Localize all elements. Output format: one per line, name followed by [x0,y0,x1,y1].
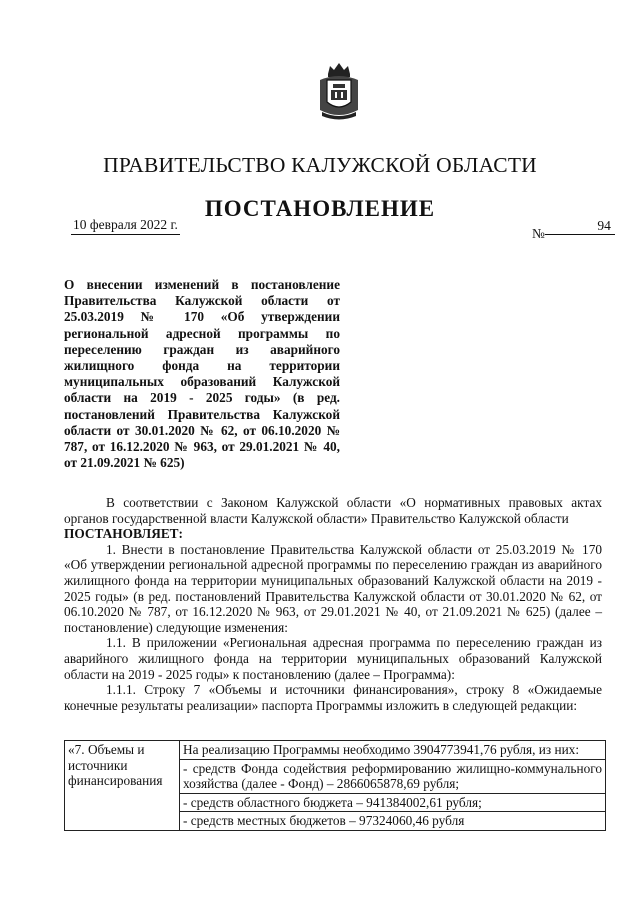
resolves-heading: ПОСТАНОВЛЯЕТ: [64,526,183,542]
document-type-title: ПОСТАНОВЛЕНИЕ [204,196,436,221]
intro-paragraph: В соответствии с Законом Калужской области «О нормативных правовых актах органов государственной власти Калужской области» Правительство Калужской области [64,495,602,526]
number-label: № [532,226,545,241]
coat-of-arms-icon [316,60,362,122]
paragraph-1-1-1: 1.1.1. Строку 7 «Объемы и источники финансирования», строку 8 «Ожидаемые конечные результаты реализации» паспорта Программы изложить в следующей редакции: [64,682,602,713]
decree-body [64,495,602,713]
number-value: 94 [545,218,615,235]
passport-table [64,740,606,831]
table-line: - средств местных бюджетов – 97324060,46 рубля [183,813,465,829]
decree-number [532,218,615,243]
table-line: - средств областного бюджета – 941384002,61 рубля; [180,794,605,813]
table-line: - средств Фонда содействия реформированию жилищно-коммунального хозяйства (далее - Фонд) – 2866065878,69 рубля; [180,760,605,794]
government-title: ПРАВИТЕЛЬСТВО КАЛУЖСКОЙ ОБЛАСТИ [103,153,537,177]
paragraph-1: 1. Внести в постановление Правительства Калужской области от 25.03.2019 № 170 «Об утверждении региональной адресной программы по переселению граждан из аварийного жилищного фонда на территории муниципальных образований Калужской области на 2019 - 2025 годы» (в ред. постановлений Правительства Калужской области от 30.01.2020 № 62, от 06.10.2020 № 787, от 16.12.2020 № 963, от 29.01.2021 № 40, от 21.09.2021 № 625) (далее – постановление) следующие изменения: [64,541,602,635]
decree-subject: О внесении изменений в постановление Правительства Калужской области от 25.03.2019 № 170 «Об утверждении региональной адресной программы по переселению граждан из аварийного жилищного фонда на территории муниципальных образований Калужской области на 2019 - 2025 годы» (в ред. постановлений Правительства Калужской области от 30.01.2020 № 62, от 06.10.2020 № 787, от 16.12.2020 № 963, от 29.01.2021 № 40, от 21.09.2021 № 625) [64,277,340,471]
row-label-cell: «7. Объемы и источники финансирования [65,741,180,831]
table-line: На реализацию Программы необходимо 3904773941,76 рубля, из них: [180,741,605,760]
row-content-cell [180,741,606,831]
table-row [65,741,606,831]
paragraph-1-1: 1.1. В приложении «Региональная адресная программа по переселению граждан из аварийного жилищного фонда на территории муниципальных образований Калужской области на 2019 - 2025 годы» к постановлению (далее – Программа): [64,635,602,682]
decree-date: 10 февраля 2022 г. [71,217,180,235]
